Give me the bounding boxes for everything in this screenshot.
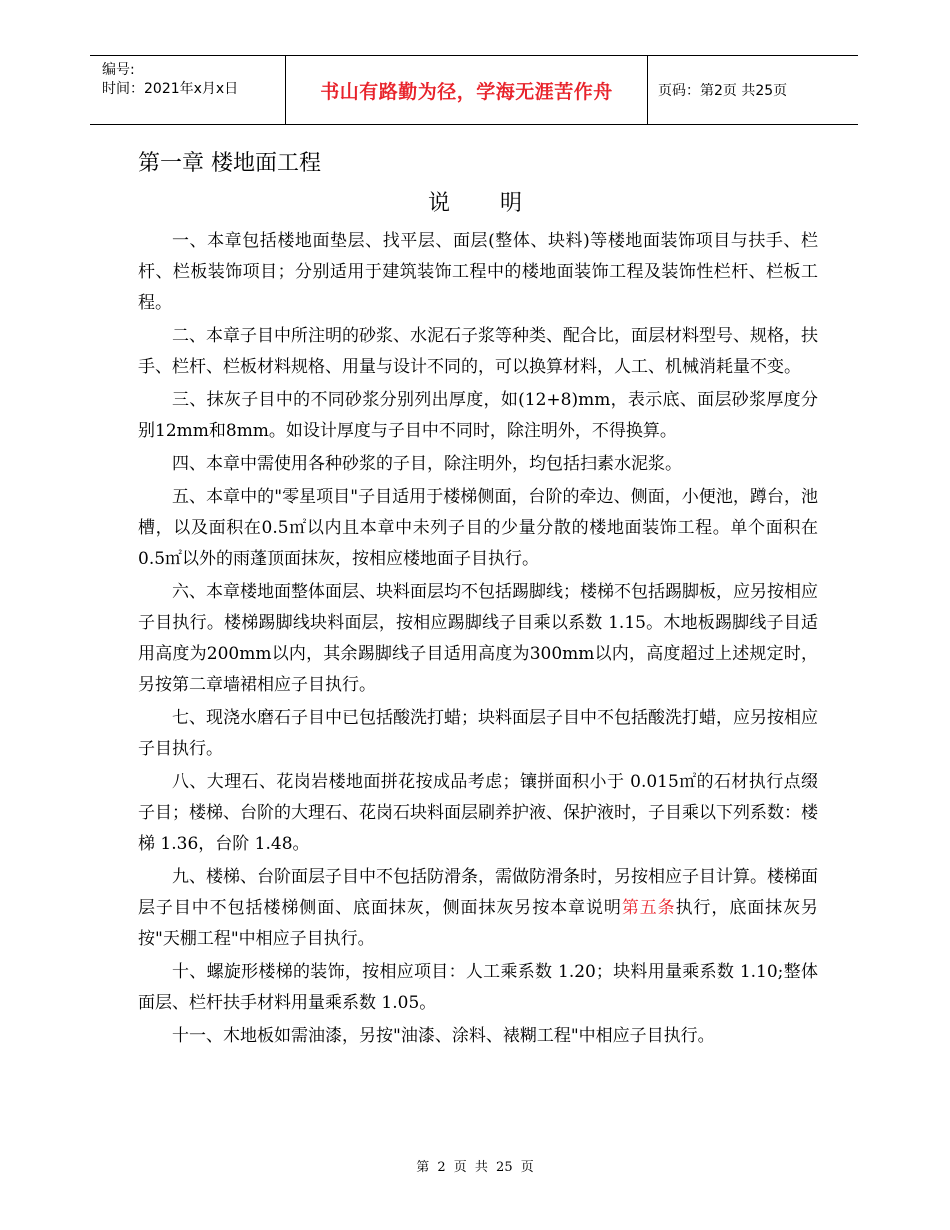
paragraph-6: 六、本章楼地面整体面层、块料面层均不包括踢脚线；楼梯不包括踢脚板，应另按相应子目执行。楼梯踢脚线块料面层，按相应踢脚线子目乘以系数 1.15。木地板踢脚线子目适用高度为200mm以内，其余踢脚线子目适用高度为300mm以内，高度超过上述规定时，另按第二章墙裙相应子目执行。 <box>138 582 818 695</box>
paragraph-2: 二、本章子目中所注明的砂浆、水泥石子浆等种类、配合比，面层材料型号、规格，扶手、栏杆、栏板材料规格、用量与设计不同的，可以换算材料，人工、机械消耗量不变。 <box>138 326 818 377</box>
time-label: 时间：2021年x月x日 <box>102 81 239 97</box>
paragraph-10: 十、螺旋形楼梯的装饰，按相应项目：人工乘系数 1.20；块料用量乘系数 1.10;整体面层、栏杆扶手材料用量乘系数 1.05。 <box>138 962 818 1013</box>
paragraph-9-after: 执行，底面抹灰另按"天棚工程"中相应子目执行。 <box>138 898 819 949</box>
page-footer: 第 2 页 共 25 页 <box>416 1160 534 1175</box>
paragraph-4: 四、本章中需使用各种砂浆的子目，除注明外，均包括扫素水泥浆。 <box>172 454 682 474</box>
paragraph-11: 十一、木地板如需油漆，另按"油漆、涂料、裱糊工程"中相应子目执行。 <box>172 1026 715 1046</box>
paragraph-9-before: 九、楼梯、台阶面层子目中不包括防滑条，需做防滑条时，另按相应子目计算。楼梯面层子目中不包括楼梯侧面、底面抹灰，侧面抹灰另按本章说明 <box>138 867 818 918</box>
section-title: 说明 <box>427 191 572 216</box>
header-page-info: 页码：第2页 共25页 <box>658 83 788 99</box>
paragraph-1: 一、本章包括楼地面垫层、找平层、面层(整体、块料)等楼地面装饰项目与扶手、栏杆、栏板装饰项目；分别适用于建筑装饰工程中的楼地面装饰工程及装饰性栏杆、栏板工程。 <box>138 231 818 313</box>
paragraph-5: 五、本章中的"零星项目"子目适用于楼梯侧面，台阶的牵边、侧面，小便池，蹲台，池槽，以及面积在0.5㎡以内且本章中未列子目的少量分散的楼地面装饰工程。单个面积在0.5㎡以外的雨蓬顶面抹灰，按相应楼地面子目执行。 <box>138 487 818 569</box>
paragraph-9-link: 第五条 <box>621 898 676 918</box>
paragraph-9 <box>138 862 818 955</box>
paragraph-3: 三、抹灰子目中的不同砂浆分别列出厚度，如(12+8)mm，表示底、面层砂浆厚度分别12mm和8mm。如设计厚度与子目中不同时，除注明外，不得换算。 <box>138 390 818 441</box>
header-motto: 书山有路勤为径，学海无涯苦作舟 <box>286 56 648 124</box>
header-meta <box>90 56 286 124</box>
paragraph-7: 七、现浇水磨石子目中已包括酸洗打蜡；块料面层子目中不包括酸洗打蜡，应另按相应子目执行。 <box>138 708 818 759</box>
number-label: 编号: <box>102 62 135 78</box>
page-header <box>90 55 858 125</box>
document-body <box>138 226 818 1054</box>
paragraph-8: 八、大理石、花岗岩楼地面拼花按成品考虑；镶拼面积小于 0.015㎡的石材执行点缀子目；楼梯、台阶的大理石、花岗石块料面层刷养护液、保护液时，子目乘以下列系数：楼梯 1.36，台阶 1.48。 <box>138 772 818 854</box>
chapter-title: 第一章 楼地面工程 <box>138 151 321 176</box>
